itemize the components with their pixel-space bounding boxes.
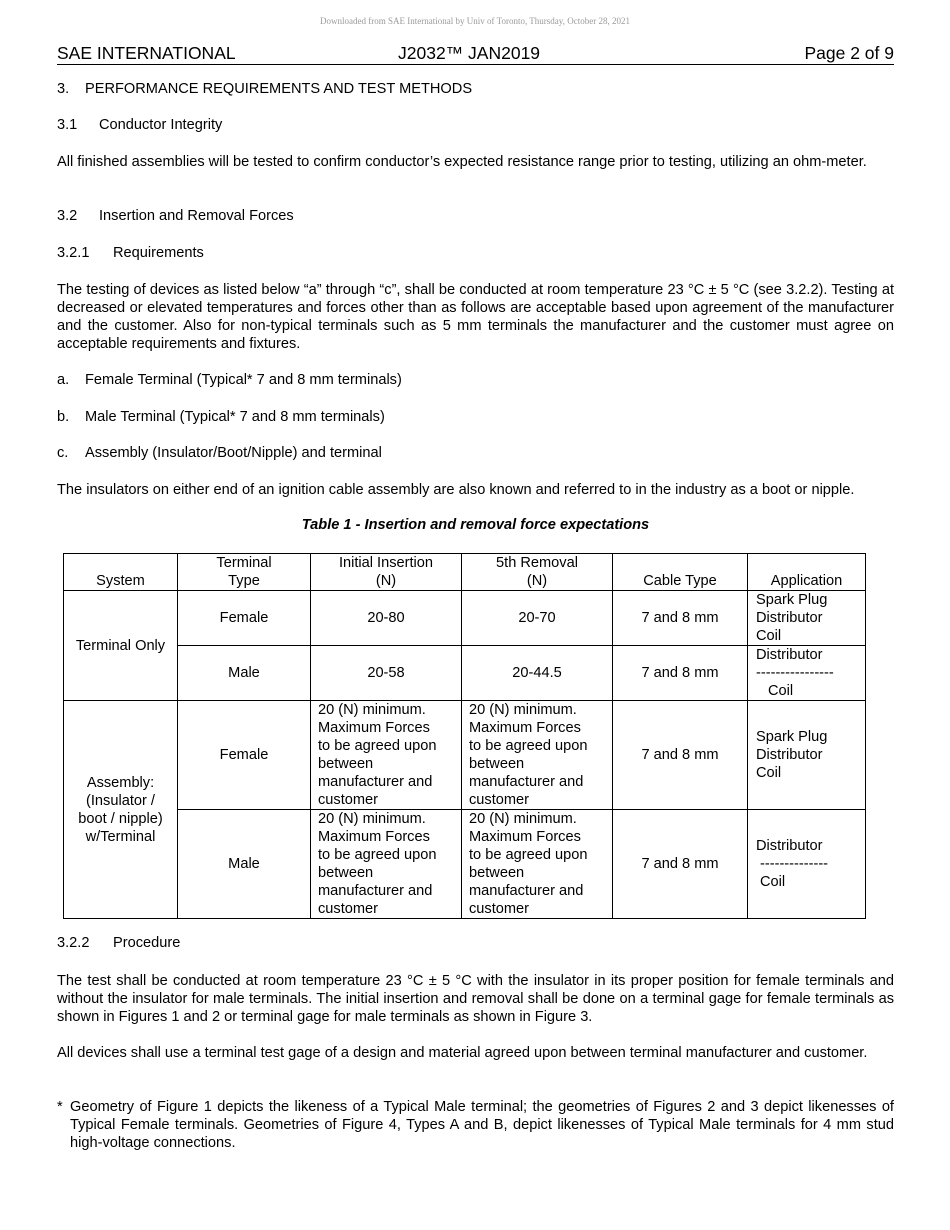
cell-5th-removal: 20 (N) minimum. Maximum Forces to be agreed upon between manufacturer and customer [462, 701, 613, 810]
header-page-number: Page 2 of 9 [804, 43, 894, 63]
section-3-2-1-heading: 3.2.1 Requirements [57, 245, 204, 261]
section-3-2-1-body: The testing of devices as listed below “a” through “c”, shall be conducted at room temperature 23 °C ± 5 °C (see 3.2.2). Testing at decreased or elevated temperatures and forces other than as follows are acceptable based upon agreement of the manufacturer and the customer. Also for non-typical terminals such as 5 mm terminals the manufacturer and the customer must agree on acceptable requirements and fixtures. [57, 282, 894, 352]
cell-terminal-type: Female [178, 591, 311, 646]
cell-system: Terminal Only [64, 591, 178, 701]
cell-5th-removal: 20 (N) minimum. Maximum Forces to be agreed upon between manufacturer and customer [462, 810, 613, 919]
cell-cable-type: 7 and 8 mm [613, 701, 748, 810]
col-header-initial-insertion: Initial Insertion (N) [311, 554, 462, 591]
cell-cable-type: 7 and 8 mm [613, 591, 748, 646]
download-notice: Downloaded from SAE International by Univ of Toronto, Thursday, October 28, 2021 [320, 16, 630, 26]
page-header [57, 43, 894, 65]
table-row [64, 591, 866, 646]
list-item-b: b. Male Terminal (Typical* 7 and 8 mm terminals) [57, 409, 385, 425]
cell-terminal-type: Female [178, 701, 311, 810]
cell-initial-insertion: 20-80 [311, 591, 462, 646]
list-item-a: a. Female Terminal (Typical* 7 and 8 mm terminals) [57, 372, 402, 388]
cell-system: Assembly: (Insulator / boot / nipple) w/Terminal [64, 701, 178, 919]
cell-application: Distributor ---------------- Coil [748, 646, 866, 701]
table-row [64, 810, 866, 919]
table-header-row [64, 554, 866, 591]
cell-application: Spark Plug Distributor Coil [748, 701, 866, 810]
col-header-terminal-type: Terminal Type [178, 554, 311, 591]
header-doc-id: J2032™ JAN2019 [398, 43, 541, 63]
cell-5th-removal: 20-70 [462, 591, 613, 646]
cell-cable-type: 7 and 8 mm [613, 810, 748, 919]
section-3-2-heading: 3.2 Insertion and Removal Forces [57, 208, 294, 224]
cell-5th-removal: 20-44.5 [462, 646, 613, 701]
footnote [57, 1098, 894, 1152]
table-row [64, 646, 866, 701]
footnote-mark: * [57, 1099, 63, 1115]
cell-terminal-type: Male [178, 810, 311, 919]
cell-application: Distributor -------------- Coil [748, 810, 866, 919]
col-header-5th-removal: 5th Removal (N) [462, 554, 613, 591]
cell-initial-insertion: 20 (N) minimum. Maximum Forces to be agreed upon between manufacturer and customer [311, 810, 462, 919]
table-row [64, 701, 866, 810]
cell-initial-insertion: 20 (N) minimum. Maximum Forces to be agreed upon between manufacturer and customer [311, 701, 462, 810]
table-caption: Table 1 - Insertion and removal force expectations [301, 517, 650, 533]
list-item-c: c. Assembly (Insulator/Boot/Nipple) and terminal [57, 445, 382, 461]
cell-cable-type: 7 and 8 mm [613, 646, 748, 701]
section-3-2-2-body-2: All devices shall use a terminal test gage of a design and material agreed upon between terminal manufacturer and customer. [57, 1045, 868, 1061]
header-org: SAE INTERNATIONAL [57, 43, 236, 63]
footnote-text: Geometry of Figure 1 depicts the likeness of a Typical Male terminal; the geometries of Figures 2 and 3 depict likenesses of Typical Female terminals. Geometries of Figure 4, Types A and B, depict likenesses of Typical Male terminals for 4 mm stud high-voltage connections. [70, 1099, 894, 1151]
cell-initial-insertion: 20-58 [311, 646, 462, 701]
section-3-1-body: All finished assemblies will be tested to confirm conductor’s expected resistance range prior to testing, utilizing an ohm-meter. [57, 154, 867, 170]
col-header-system: System [64, 554, 178, 591]
section-3-heading: 3. PERFORMANCE REQUIREMENTS AND TEST METHODS [57, 81, 473, 97]
section-3-2-2-body-1: The test shall be conducted at room temperature 23 °C ± 5 °C with the insulator in its proper position for female terminals and without the insulator for male terminals. The initial insertion and removal shall be done on a terminal gage for female terminals as shown in Figures 1 and 2 or terminal gage for male terminals as shown in Figure 3. [57, 973, 894, 1025]
col-header-application: Application [748, 554, 866, 591]
cell-application: Spark Plug Distributor Coil [748, 591, 866, 646]
section-3-1-heading: 3.1 Conductor Integrity [57, 117, 223, 133]
cell-terminal-type: Male [178, 646, 311, 701]
section-3-2-2-heading: 3.2.2 Procedure [57, 935, 181, 951]
force-expectations-table [63, 553, 866, 919]
insulator-note: The insulators on either end of an ignition cable assembly are also known and referred to in the industry as a boot or nipple. [57, 482, 855, 498]
col-header-cable-type: Cable Type [613, 554, 748, 591]
